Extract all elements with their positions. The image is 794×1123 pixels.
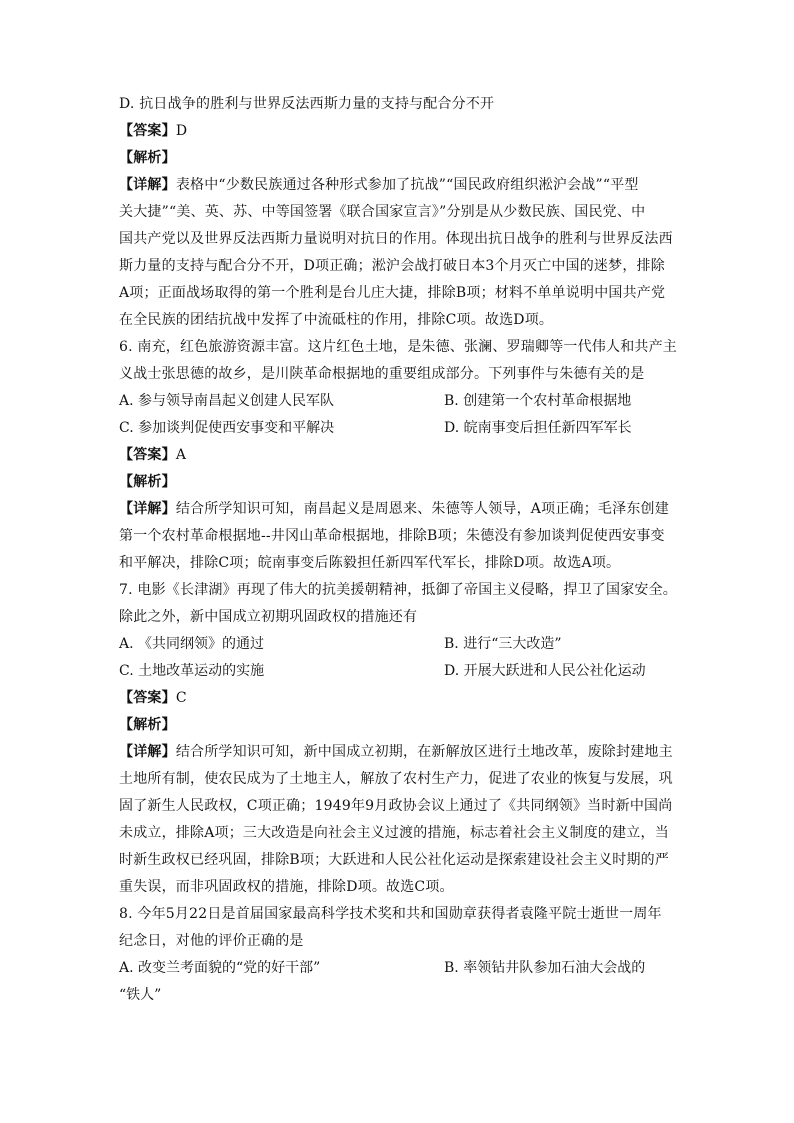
q7-detail-line: 固了新生人民政权，C项正确；1949年9月政协会议上通过了《共同纲领》当时新中国尚 [119, 798, 673, 814]
q5-answer [119, 121, 187, 141]
q7-detail-line: 未成立，排除A项；三大改造是向社会主义过渡的措施，标志着社会主义制度的建立，当 [119, 825, 669, 841]
q8-option-b: B. 率领钻井队参加石油大会战的 [444, 960, 646, 976]
q5-detail-line: A项；正面战场取得的第一个胜利是台儿庄大捷，排除B项；材料不单单说明中国共产党 [119, 285, 666, 301]
q6-stem-line: 6. 南充，红色旅游资源丰富。这片红色土地，是朱德、张澜、罗瑞卿等一代伟人和共产主 [119, 339, 678, 355]
q8-option-b-continued: “铁人” [119, 987, 162, 1003]
q6-option-b: B. 创建第一个农村革命根据地 [444, 393, 632, 409]
q7-answer [119, 688, 187, 708]
q8-option-a: A. 改变兰考面貌的“党的好干部” [119, 960, 321, 976]
q8-stem-line: 纪念日，对他的评价正确的是 [119, 933, 304, 949]
q7-detail-line: 土地所有制，使农民成为了土地主人，解放了农村生产力，促进了农业的恢复与发展，巩 [119, 771, 673, 787]
answer-label: 【答案】 [119, 447, 176, 463]
q8-stem-line: 8. 今年5月22日是首届国家最高科学技术奖和共和国勋章获得者袁隆平院士逝世一周年 [119, 906, 662, 922]
q6-detail-line: 和平解决，排除C项；皖南事变后陈毅担任新四军代军长，排除D项。故选A项。 [119, 555, 621, 571]
q7-stem-line: 7. 电影《长津湖》再现了伟大的抗美援朝精神，抵御了帝国主义侵略，捍卫了国家安全。 [119, 582, 678, 598]
q6-detail-line: 第一个农村革命根据地--井冈山革命根据地，排除B项；朱德没有参加谈判促使西安事变 [119, 528, 665, 544]
q5-detail-line: 在全民族的团结抗战中发挥了中流砥柱的作用，排除C项。故选D项。 [119, 312, 554, 328]
q6-option-d: D. 皖南事变后担任新四军军长 [444, 420, 632, 436]
answer-value: D [175, 123, 188, 139]
q6-option-c: C. 参加谈判促使西安事变和平解决 [119, 420, 335, 436]
answer-value: A [175, 447, 187, 463]
q7-option-c: C. 土地改革运动的实施 [119, 663, 265, 679]
detail-label: 【详解】 [119, 744, 176, 760]
q5-detail-line: 【详解】表格中“少数民族通过各种形式参加了抗战”“国民政府组织淞沪会战”“平型 [119, 177, 639, 193]
answer-label: 【答案】 [119, 123, 176, 139]
q5-detail-line: 国共产党以及世界反法西斯力量说明对抗日的作用。体现出抗日战争的胜利与世界反法西 [119, 231, 673, 247]
detail-label: 【详解】 [119, 501, 176, 517]
q5-detail-line: 关大捷”“美、英、苏、中等国签署《联合国家宣言》”分别是从少数民族、国民党、中 [119, 204, 646, 220]
q5-analysis-label: 【解析】 [119, 150, 176, 166]
q7-option-d: D. 开展大跃进和人民公社化运动 [444, 663, 646, 679]
q7-option-b: B. 进行“三大改造” [444, 636, 562, 652]
q7-detail-line: 时新生政权已经巩固，排除B项；大跃进和人民公社化运动是探索建设社会主义时期的严 [119, 852, 670, 868]
q7-detail-line: 【详解】结合所学知识可知，新中国成立初期，在新解放区进行土地改革，废除封建地主 [119, 744, 673, 760]
q7-option-a: A. 《共同纲领》的通过 [119, 636, 265, 652]
q6-option-a: A. 参与领导南昌起义创建人民军队 [119, 393, 335, 409]
q7-detail-line: 重失误，而非巩固政权的措施，排除D项。故选C项。 [119, 879, 454, 895]
q7-analysis-label: 【解析】 [119, 717, 176, 733]
q6-analysis-label: 【解析】 [119, 474, 176, 490]
q6-stem-line: 义战士张思德的故乡，是川陕革命根据地的重要组成部分。下列事件与朱德有关的是 [119, 366, 645, 382]
answer-value: C [175, 690, 187, 706]
detail-label: 【详解】 [119, 177, 176, 193]
q6-detail-line: 【详解】结合所学知识可知，南昌起义是周恩来、朱德等人领导，A项正确；毛泽东创建 [119, 501, 669, 517]
answer-label: 【答案】 [119, 690, 176, 706]
q5-detail-line: 斯力量的支持与配合分不开，D项正确；淞沪会战打破日本3个月灭亡中国的迷梦，排除 [119, 258, 665, 274]
q6-answer [119, 445, 186, 465]
q7-stem-line: 除此之外，新中国成立初期巩固政权的措施还有 [119, 609, 418, 625]
q5-option-d: D. 抗日战争的胜利与世界反法西斯力量的支持与配合分不开 [119, 96, 495, 112]
